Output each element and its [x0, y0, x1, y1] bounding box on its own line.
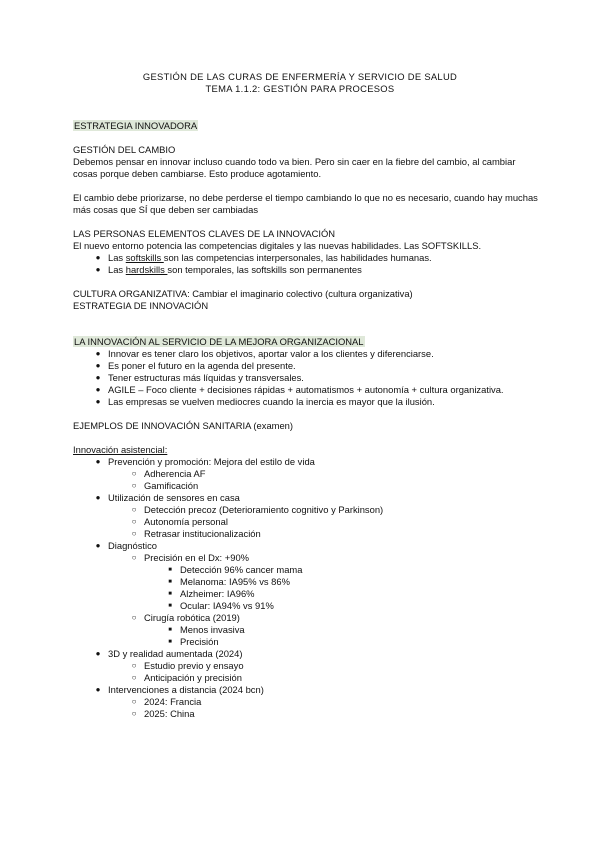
list-item: ■ Ocular: IA94% vs 91% — [180, 600, 274, 612]
paragraph-line: CULTURA ORGANIZATIVA: Cambiar el imaginario colectivo (cultura organizativa) — [73, 288, 413, 299]
bullet-icon: ● — [95, 253, 101, 262]
square-bullet-icon: ■ — [168, 603, 172, 609]
list-item: ● Intervenciones a distancia (2024 bcn) — [108, 684, 264, 696]
section-heading-personas: LAS PERSONAS ELEMENTOS CLAVES DE LA INNOVACIÓN — [73, 228, 336, 239]
list-item: ● Las softskills son las competencias interpersonales, las habilidades humanas. — [108, 252, 432, 264]
list-item: ○ Autonomía personal — [144, 516, 228, 528]
list-item: ● Innovar es tener claro los objetivos, aportar valor a los clientes y diferenciarse. — [108, 348, 434, 360]
section-heading-ejemplos: EJEMPLOS DE INNOVACIÓN SANITARIA (examen) — [73, 420, 294, 431]
square-bullet-icon: ■ — [168, 627, 172, 633]
circle-bullet-icon: ○ — [131, 553, 137, 562]
list-item: ● Diagnóstico — [108, 540, 157, 552]
list-item: ○ Gamificación — [144, 480, 198, 492]
list-item: ● Las hardskills son temporales, las softskills son permanentes — [108, 264, 362, 276]
circle-bullet-icon: ○ — [131, 469, 137, 478]
paragraph-line: El cambio debe priorizarse, no debe perderse el tiempo cambiando lo que no es necesario, cuando hay muchas — [73, 192, 538, 203]
circle-bullet-icon: ○ — [131, 481, 137, 490]
square-bullet-icon: ■ — [168, 579, 172, 585]
bullet-icon: ● — [95, 373, 101, 382]
paragraph-line: más cosas que SÍ que deben ser cambiadas — [73, 204, 259, 215]
list-item: ● 3D y realidad aumentada (2024) — [108, 648, 242, 660]
bullet-icon: ● — [95, 457, 101, 466]
list-item: ○ Cirugía robótica (2019) — [144, 612, 240, 624]
list-item: ○ Estudio previo y ensayo — [144, 660, 244, 672]
document-title: GESTIÓN DE LAS CURAS DE ENFERMERÍA Y SERVICIO DE SALUD — [142, 71, 458, 82]
list-item: ■ Detección 96% cancer mama — [180, 564, 302, 576]
subheading-innovacion-asistencial: Innovación asistencial: — [73, 444, 168, 455]
list-item: ○ 2025: China — [144, 708, 195, 720]
circle-bullet-icon: ○ — [131, 661, 137, 670]
square-bullet-icon: ■ — [168, 567, 172, 573]
circle-bullet-icon: ○ — [131, 529, 137, 538]
paragraph-line: ESTRATEGIA DE INNOVACIÓN — [73, 300, 209, 311]
bullet-icon: ● — [95, 493, 101, 502]
list-item: ○ Precisión en el Dx: +90% — [144, 552, 249, 564]
circle-bullet-icon: ○ — [131, 517, 137, 526]
list-item: ■ Alzheimer: IA96% — [180, 588, 255, 600]
list-item: ● Utilización de sensores en casa — [108, 492, 240, 504]
bullet-icon: ● — [95, 349, 101, 358]
list-item: ● Las empresas se vuelven mediocres cuando la inercia es mayor que la ilusión. — [108, 396, 435, 408]
section-heading-estrategia: ESTRATEGIA INNOVADORA — [74, 120, 198, 131]
square-bullet-icon: ■ — [168, 639, 172, 645]
list-item: ● Es poner el futuro en la agenda del presente. — [108, 360, 296, 372]
list-item: ● Prevención y promoción: Mejora del estilo de vida — [108, 456, 315, 468]
list-item: ○ Anticipación y precisión — [144, 672, 242, 684]
paragraph-line: cosas porque deben cambiarse. Esto produce agotamiento. — [73, 168, 322, 179]
list-item: ● Tener estructuras más líquidas y transversales. — [108, 372, 304, 384]
list-item: ○ Adherencia AF — [144, 468, 206, 480]
circle-bullet-icon: ○ — [131, 505, 137, 514]
bullet-icon: ● — [95, 649, 101, 658]
section-heading-mejora: LA INNOVACIÓN AL SERVICIO DE LA MEJORA ORGANIZACIONAL — [74, 336, 364, 347]
paragraph-line: El nuevo entorno potencia las competencias digitales y las nuevas habilidades. Las SOFTSKILLS. — [73, 240, 482, 251]
circle-bullet-icon: ○ — [131, 673, 137, 682]
document-subtitle: TEMA 1.1.2: GESTIÓN PARA PROCESOS — [205, 83, 395, 94]
bullet-icon: ● — [95, 541, 101, 550]
bullet-icon: ● — [95, 385, 101, 394]
circle-bullet-icon: ○ — [131, 709, 137, 718]
circle-bullet-icon: ○ — [131, 613, 137, 622]
list-item: ■ Menos invasiva — [180, 624, 245, 636]
bullet-icon: ● — [95, 397, 101, 406]
paragraph-line: Debemos pensar en innovar incluso cuando todo va bien. Pero sin caer en la fiebre del cambio, al cambiar — [73, 156, 516, 167]
list-item: ○ 2024: Francia — [144, 696, 201, 708]
bullet-icon: ● — [95, 361, 101, 370]
list-item: ■ Melanoma: IA95% vs 86% — [180, 576, 290, 588]
list-item: ○ Retrasar institucionalización — [144, 528, 261, 540]
circle-bullet-icon: ○ — [131, 697, 137, 706]
bullet-icon: ● — [95, 265, 101, 274]
bullet-icon: ● — [95, 685, 101, 694]
list-item: ● AGILE – Foco cliente + decisiones rápidas + automatismos + autonomía + cultura organizativa. — [108, 384, 504, 396]
subheading-gestion-cambio: GESTIÓN DEL CAMBIO — [73, 144, 176, 155]
list-item: ○ Detección precoz (Deterioramiento cognitivo y Parkinson) — [144, 504, 383, 516]
square-bullet-icon: ■ — [168, 591, 172, 597]
list-item: ■ Precisión — [180, 636, 219, 648]
